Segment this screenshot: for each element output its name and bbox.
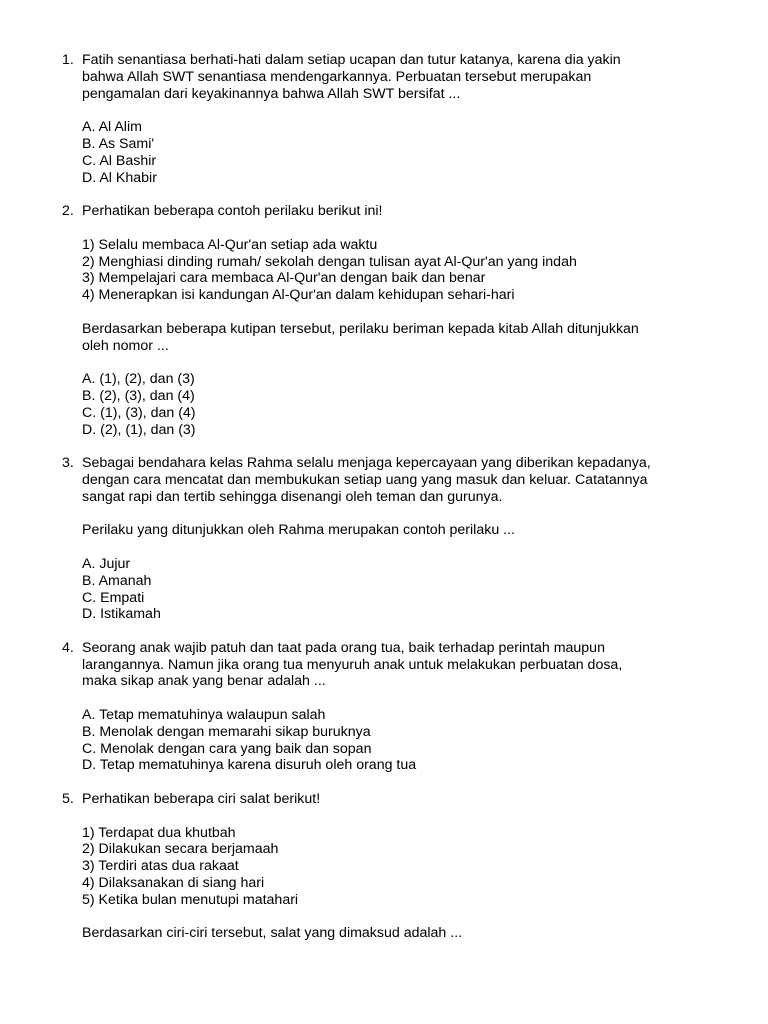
answer-option-d: D. (2), (1), dan (3) <box>82 421 196 438</box>
question-prompt-line: Berdasarkan ciri-ciri tersebut, salat yang dimaksud adalah ... <box>82 925 463 942</box>
question-stem-line: dengan cara mencatat dan membukukan setiap uang yang masuk dan keluar. Catatannya <box>82 471 648 488</box>
question-stem-line: Seorang anak wajib patuh dan taat pada orang tua, baik terhadap perintah maupun <box>82 639 605 656</box>
numbered-item: 3) Mempelajari cara membaca Al-Qur'an dengan baik dan benar <box>82 270 486 287</box>
question-stem-line: Sebagai bendahara kelas Rahma selalu menjaga kepercayaan yang diberikan kepadanya, <box>82 455 651 472</box>
numbered-item: 2) Dilakukan secara berjamaah <box>82 841 279 858</box>
numbered-item: 1) Selalu membaca Al-Qur'an setiap ada waktu <box>82 236 378 253</box>
question-5 <box>0 791 768 942</box>
question-number: 2. <box>62 203 74 220</box>
question-prompt-line: Perilaku yang ditunjukkan oleh Rahma merupakan contoh perilaku ... <box>82 522 515 539</box>
answer-option-b: B. As Sami' <box>82 135 155 152</box>
question-stem-line: Perhatikan beberapa ciri salat berikut! <box>82 791 321 808</box>
answer-option-c: C. (1), (3), dan (4) <box>82 404 196 421</box>
answer-option-b: B. (2), (3), dan (4) <box>82 387 195 404</box>
question-stem-line: Fatih senantiasa berhati-hati dalam setiap ucapan dan tutur katanya, karena dia yakin <box>82 52 621 68</box>
question-stem-line: bahwa Allah SWT senantiasa mendengarkannya. Perbuatan tersebut merupakan <box>82 68 592 85</box>
answer-option-d: D. Tetap mematuhinya karena disuruh oleh orang tua <box>82 757 417 774</box>
answer-option-d: D. Al Khabir <box>82 169 157 186</box>
answer-option-b: B. Menolak dengan memarahi sikap buruknya <box>82 723 371 740</box>
answer-option-c: C. Menolak dengan cara yang baik dan sopan <box>82 740 372 757</box>
question-2 <box>0 203 768 438</box>
question-number: 1. <box>62 52 74 68</box>
question-stem-line: sangat rapi dan tertib sehingga disenangi oleh teman dan gurunya. <box>82 488 503 505</box>
numbered-item: 5) Ketika bulan menutupi matahari <box>82 891 299 908</box>
question-1 <box>0 52 768 186</box>
question-stem-line: Perhatikan beberapa contoh perilaku berikut ini! <box>82 203 383 220</box>
answer-option-a: A. Tetap mematuhinya walaupun salah <box>82 707 326 724</box>
answer-option-c: C. Al Bashir <box>82 152 157 169</box>
numbered-item: 3) Terdiri atas dua rakaat <box>82 858 239 875</box>
question-stem-line: maka sikap anak yang benar adalah ... <box>82 673 326 690</box>
answer-option-a: A. Jujur <box>82 555 131 572</box>
question-number: 3. <box>62 455 74 472</box>
answer-option-b: B. Amanah <box>82 572 152 589</box>
question-number: 4. <box>62 639 74 656</box>
numbered-item: 4) Dilaksanakan di siang hari <box>82 875 265 892</box>
question-3 <box>0 455 768 623</box>
answer-option-c: C. Empati <box>82 589 145 606</box>
numbered-item: 4) Menerapkan isi kandungan Al-Qur'an dalam kehidupan sehari-hari <box>82 287 515 304</box>
document-page <box>0 52 768 959</box>
answer-option-a: A. (1), (2), dan (3) <box>82 371 195 388</box>
question-prompt-line: Berdasarkan beberapa kutipan tersebut, perilaku beriman kepada kitab Allah ditunjukkan <box>82 320 639 337</box>
answer-option-a: A. Al Alim <box>82 119 142 136</box>
question-prompt-line: oleh nomor ... <box>82 337 169 354</box>
question-stem-line: pengamalan dari keyakinannya bahwa Allah SWT bersifat ... <box>82 85 461 102</box>
numbered-item: 1) Terdapat dua khutbah <box>82 824 236 841</box>
answer-option-d: D. Istikamah <box>82 606 161 623</box>
question-stem-line: larangannya. Namun jika orang tua menyuruh anak untuk melakukan perbuatan dosa, <box>82 656 623 673</box>
numbered-item: 2) Menghiasi dinding rumah/ sekolah dengan tulisan ayat Al-Qur'an yang indah <box>82 253 577 270</box>
question-4 <box>0 640 768 774</box>
question-number: 5. <box>62 791 74 808</box>
